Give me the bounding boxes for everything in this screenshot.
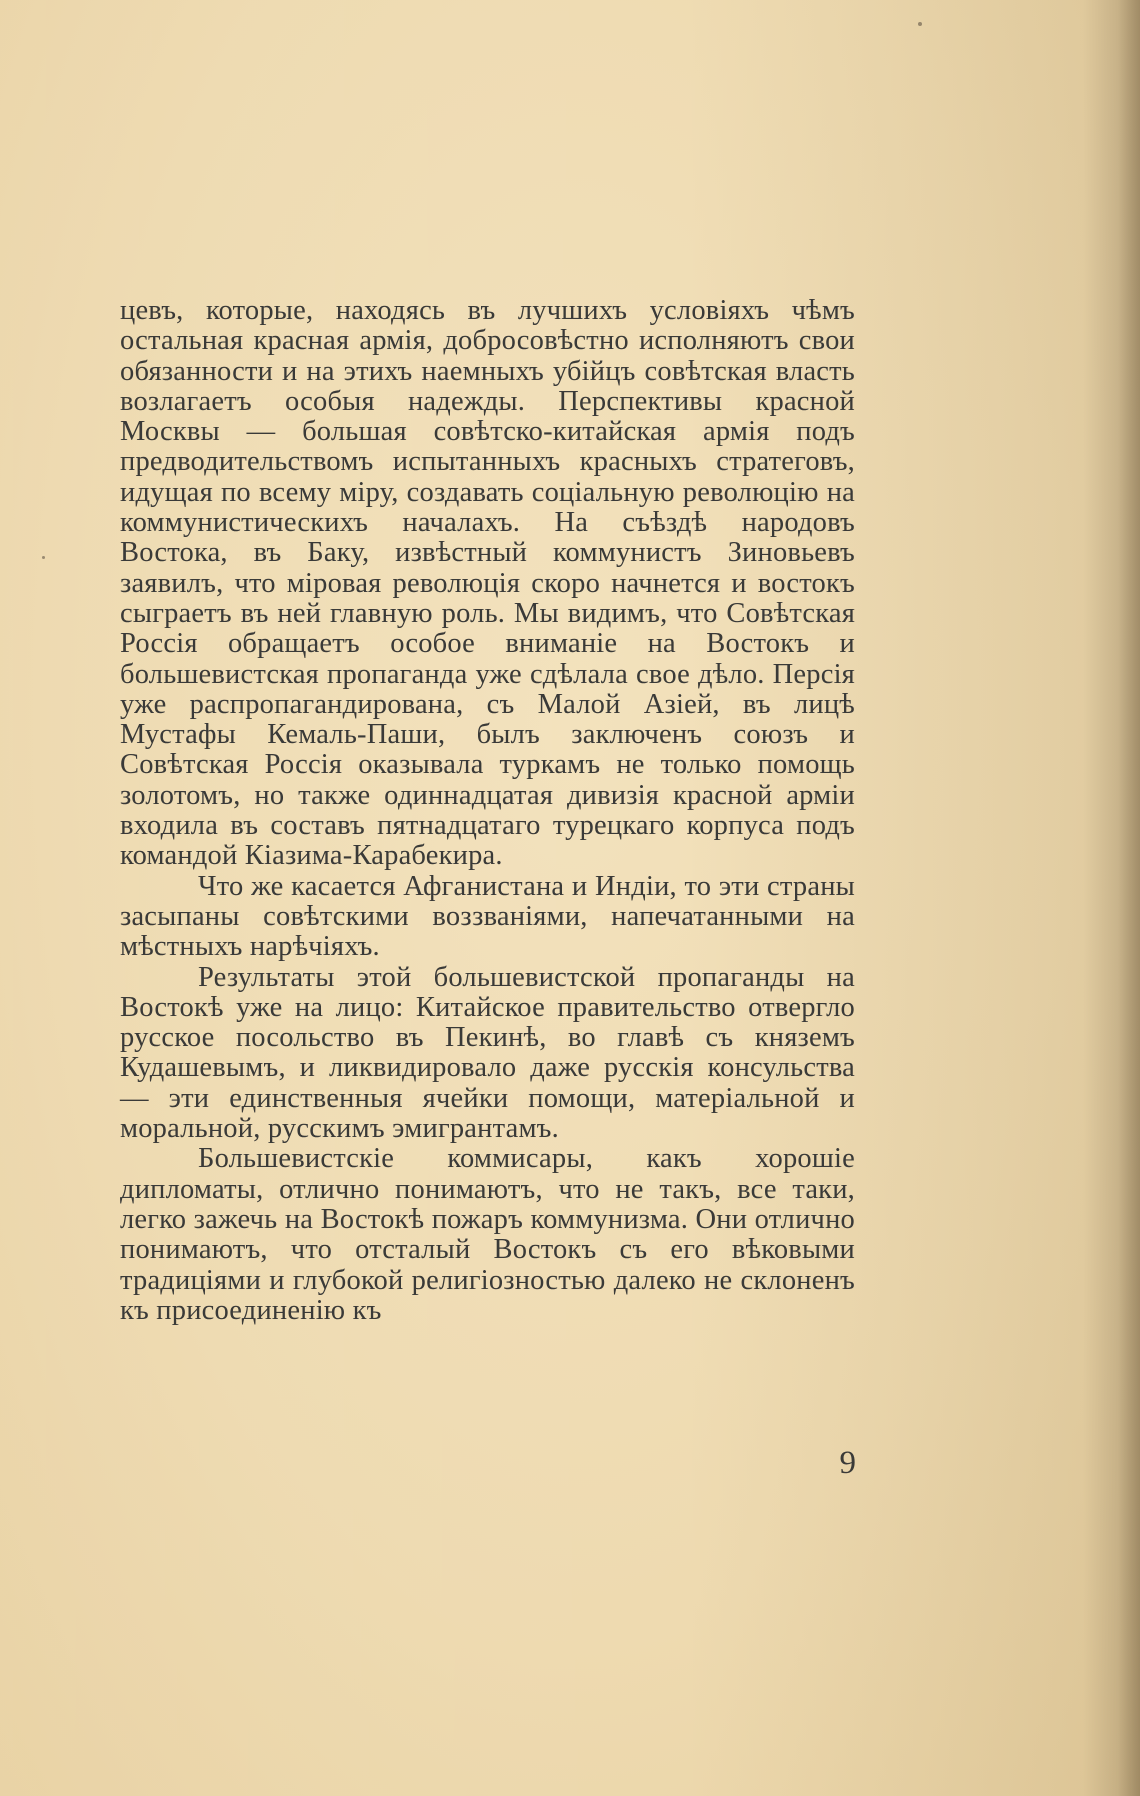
page-edge-shadow xyxy=(1118,0,1140,1796)
paragraph-3: Результаты этой большевистской пропаганды на Востокѣ уже на лицо: Китайское правительство отвергло русское посольство въ Пекинѣ, во главѣ съ княземъ Кудашевымъ, и ликвидировало даже русскія консульства — эти единственныя ячейки помощи, матеріальной и моральной, русскимъ эмигрантамъ. xyxy=(120,961,855,1145)
paragraph-1: цевъ, которые, находясь въ лучшихъ условіяхъ чѣмъ остальная красная армія, добросовѣстно исполняютъ свои обязанности и на этихъ наемныхъ убійцъ совѣтская власть возлагаетъ особыя надежды. Перспективы красной Москвы — большая совѣтско-китайская армія подъ предводительствомъ испытанныхъ красныхъ стратеговъ, идущая по всему міру, создавать соціальную революцію на коммунистическихъ началахъ. На съѣздѣ народовъ Востока, въ Баку, извѣстный коммунистъ Зиновьевъ заявилъ, что міровая революція скоро начнется и востокъ сыграетъ въ ней главную роль. Мы видимъ, что Совѣтская Россія обращаетъ особое вниманіе на Востокъ и большевистская пропаганда уже сдѣлала свое дѣло. Персія уже распропагандирована, съ Малой Азіей, въ лицѣ Мустафы Кемаль-Паши, былъ заключенъ союзъ и Совѣтская Россія оказывала туркамъ не только помощь золотомъ, но также одиннадцатая дивизія красной арміи входила въ составъ пятнадцатаго турецкаго корпуса подъ командой Кіазима-Карабекира. xyxy=(120,295,855,872)
page-number: 9 xyxy=(839,1445,856,1481)
paragraph-2: Что же касается Афганистана и Индіи, то эти страны засыпаны совѣтскими воззваніями, напечатанными на мѣстныхъ нарѣчіяхъ. xyxy=(120,870,855,963)
paper-speck xyxy=(42,556,45,559)
paragraph-4: Большевистскіе коммисары, какъ хорошіе дипломаты, отлично понимаютъ, что не такъ, все таки, легко зажечь на Востокѣ пожаръ коммунизма. Они отлично понимаютъ, что отсталый Востокъ съ его вѣковыми традиціями и глубокой религіозностью далеко не склоненъ къ присоединенію къ xyxy=(120,1143,855,1326)
paper-speck xyxy=(918,22,922,26)
body-text xyxy=(120,296,855,1326)
